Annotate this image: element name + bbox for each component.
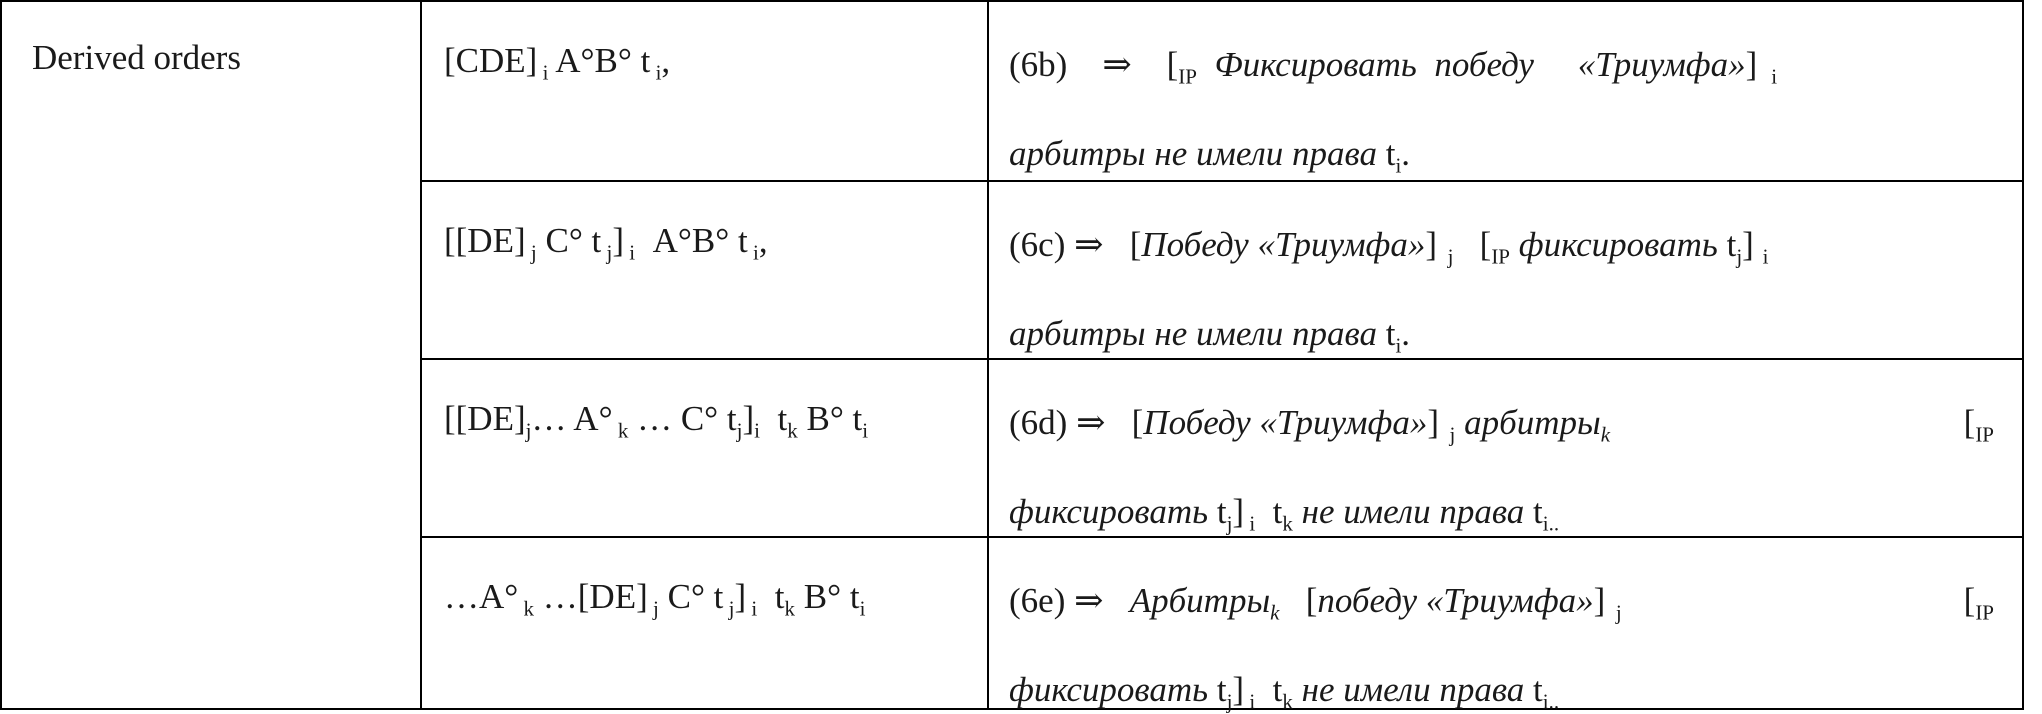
example-line-2: фиксировать $t_j$] $_i$ $t_k$ не имели права $t_{i..}$ (1009, 670, 1560, 714)
formula-cell (421, 181, 988, 359)
formula: [[DE] $_j$ C° t $_j$] $_i$ A°B° t $_i$, (444, 221, 768, 265)
example-line-1-end: [$_{IP}$ (1963, 581, 1994, 625)
example-line-2: фиксировать $t_j$] $_i$ $t_k$ не имели права $t_{i..}$ (1009, 492, 1560, 536)
example-line-1: (6d) ⇒ [Победу «Триумфа»] $_j$ арбитры$_k$ (1009, 403, 1611, 447)
formula: [CDE] $_i$ A°B° t $_i$, (444, 41, 671, 85)
example-cell (988, 1, 2023, 181)
example-line-1: (6e) ⇒ Арбитры$_k$ [победу «Триумфа»] $_j$ (1009, 581, 1622, 625)
formula: …A° $_k$ …[DE] $_j$ C° t $_j$] $_i$ $t_k$ B° $t_i$ (444, 577, 866, 621)
formula: [$[DE]_j\dots$ A° $_k$ … C° $t_j]_i$ $t_k$ B° $t_i$ (444, 399, 869, 443)
example-line-2: арбитры не имели права $t_i$. (1009, 134, 1411, 178)
example-line-2: арбитры не имели права $t_i$. (1009, 314, 1411, 358)
example-cell (988, 181, 2023, 359)
header-label: Derived orders (32, 38, 241, 77)
example-cell (988, 537, 2023, 714)
formula-cell (421, 1, 988, 181)
example-line-1: (6b) ⇒ [$_{IP}$ Фиксировать победу «Триумфа»] $_i$ (1009, 45, 1778, 89)
formula-cell (421, 359, 988, 537)
example-line-1-end: [$_{IP}$ (1963, 403, 1994, 447)
table-row (1, 1, 2023, 181)
formula-cell (421, 537, 988, 709)
example-line-1: (6c) ⇒ [Победу «Триумфа»] $_j$ [$_{IP}$ фиксировать $t_j$] $_i$ (1009, 225, 1769, 269)
example-cell (988, 359, 2023, 537)
header-cell (1, 1, 421, 709)
